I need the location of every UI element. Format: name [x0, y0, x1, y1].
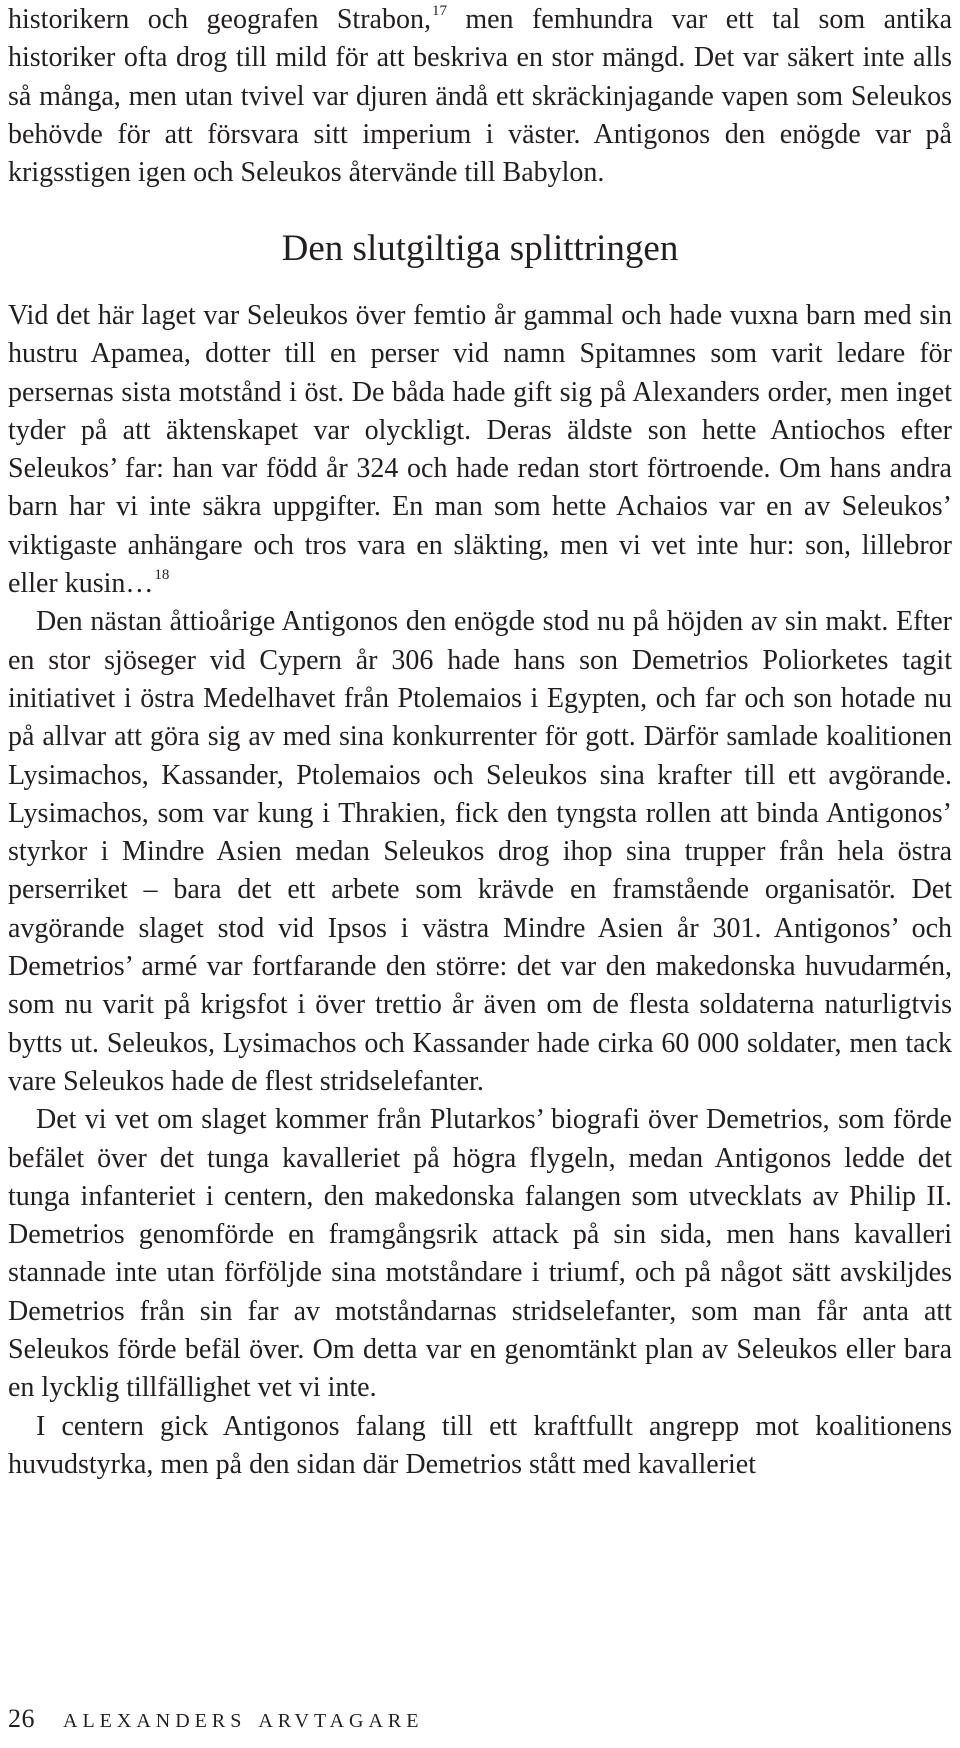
- paragraph-continued: [8, 1, 952, 192]
- opening-text: [8, 1, 952, 192]
- section-body: [8, 297, 952, 1484]
- section-heading: Den slutgiltiga splittringen: [281, 228, 679, 269]
- paragraph: Det vi vet om slaget kommer från Plutarkos’ biografi över Demetrios, som förde befälet över det tunga kavalleriet på högra flygeln, medan Antigonos ledde det tunga infanteriet i centern, den makedonska falangen som utvecklats av Philip II. Demetrios genomförde en framgångsrik attack på sin sida, men hans kavalleri stannade inte utan förföljde sina motståndare i triumf, och på något sätt avskiljdes Demetrios från sin far av motståndarnas stridselefanter, som man får anta att Seleukos förde befäl över. Om detta var en genomtänkt plan av Seleukos eller bara en lycklig tillfällighet vet vi inte.: [8, 1104, 952, 1404]
- footnote-ref[interactable]: 17: [431, 3, 447, 19]
- running-title: alexanders arvtagare: [63, 1703, 424, 1734]
- paragraph: Den nästan åttioårige Antigonos den enögde stod nu på höjden av sin makt. Efter en stor sjöseger vid Cypern år 306 hade hans son Demetrios Poliorketes tagit initiativet i östra Medelhavet från Ptolemaios i Egypten, och far och son hotade nu på allvar att göra sig av med sina konkurrenter för gott. Därför samlade koalitionen Lysimachos, Kassander, Ptolemaios och Seleukos sina krafter till ett avgörande. Lysimachos, som var kung i Thrakien, fick den tyngsta rollen att binda Antigonos’ styrkor i Mindre Asien medan Seleukos drog ihop sina trupper från hela östra perserriket – bara det ett arbete som krävde en framstående organisatör. Det avgörande slaget stod vid Ipsos i västra Mindre Asien år 301. Antigonos’ och Demetrios’ armé var fortfarande den större: det var den makedonska huvudarmén, som nu varit på krigsfot i över trettio år även om de flesta soldaterna naturligtvis bytts ut. Seleukos, Lysimachos och Kassander hade cirka 60 000 soldater, men tack vare Seleukos hade de flest stridselefanter.: [8, 606, 952, 1097]
- page-footer: [8, 1704, 423, 1734]
- paragraph: I centern gick Antigonos falang till ett kraftfullt angrepp mot koalitionens huvudstyrka, men på den sidan där Demetrios stått med kavalleriet: [8, 1410, 952, 1480]
- footnote-ref[interactable]: 18: [154, 567, 170, 584]
- paragraph: [8, 297, 952, 603]
- paragraph-text-continued: men femhundra var ett tal som antika historiker ofta drog till mild för att beskriva en stor mängd. Det var säkert inte alls så många, men utan tvivel var djuren ändå ett skräckinjagande vapen som Seleukos behövde för att försvara sitt imperium i väster. Antigonos den enögde var på krigsstigen igen och Seleukos återvände till Babylon.: [8, 4, 952, 189]
- paragraph-text: historikern och geografen Strabon,: [8, 4, 431, 35]
- page-number: 26: [8, 1704, 35, 1733]
- paragraph-text: Vid det här laget var Seleukos över femtio år gammal och hade vuxna barn med sin hustru Apamea, dotter till en perser vid namn Spitamnes som varit ledare för persernas sista motstånd i öst. De båda hade gift sig på Alexanders order, men inget tyder på att äktenskapet var olyckligt. Deras äldste son hette Antiochos efter Seleukos’ far: han var född år 324 och hade redan stort förtroende. Om hans andra barn har vi inte säkra uppgifter. En man som hette Achaios var en av Seleukos’ viktigaste anhängare och tros vara en släkting, men vi vet inte hur: son, lillebror eller kusin…: [8, 300, 952, 600]
